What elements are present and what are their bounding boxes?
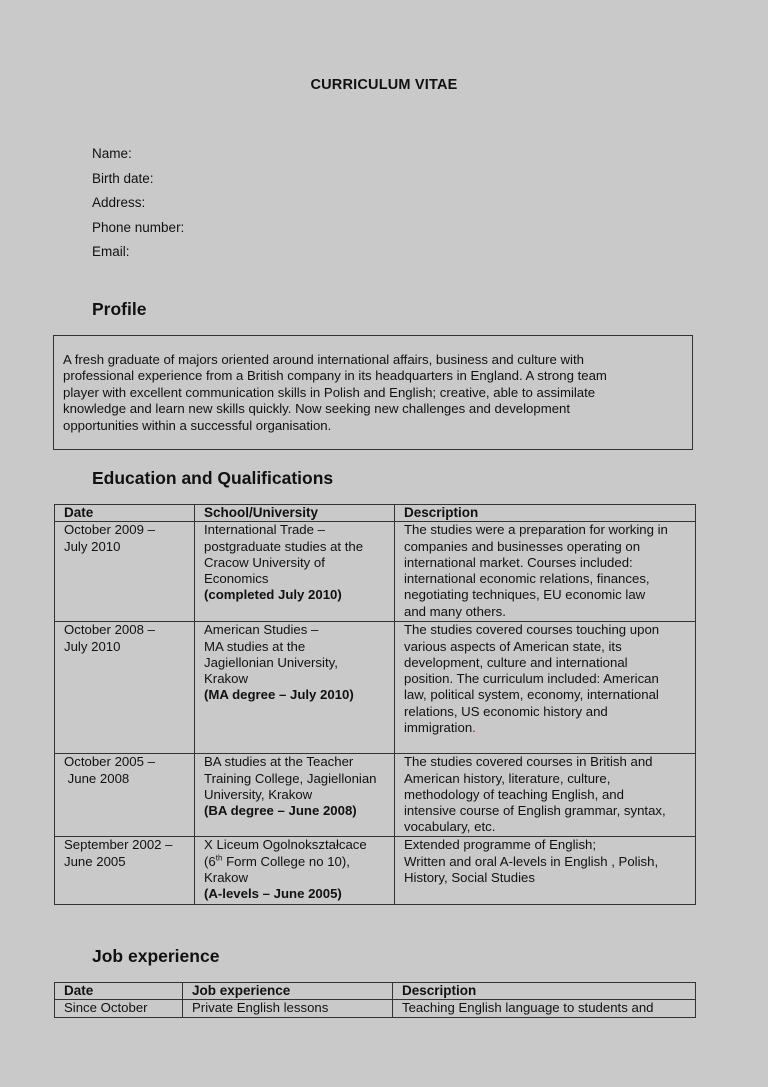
- date-line: October 2005 –: [64, 754, 155, 770]
- school-result: (completed July 2010): [204, 587, 342, 603]
- school-line: Economics: [204, 571, 269, 587]
- description-line: The studies were a preparation for working in: [404, 522, 668, 538]
- table-row: [55, 754, 696, 837]
- profile-line: knowledge and learn new skills quickly. Now seeking new challenges and development: [63, 401, 571, 417]
- date-line: July 2010: [64, 538, 121, 554]
- school-line: Krakow: [204, 671, 248, 687]
- school-line: International Trade –: [204, 522, 325, 538]
- profile-box: [53, 335, 693, 450]
- address-label: Address:: [92, 195, 146, 210]
- date-line: October 2008 –: [64, 622, 155, 638]
- profile-line: professional experience from a British company in its headquarters in England. A strong team: [63, 368, 607, 384]
- description-line: intensive course of English grammar, syntax,: [404, 803, 666, 819]
- school-line: Jagiellonian University,: [204, 654, 338, 670]
- description-line: Extended programme of English;: [404, 837, 597, 853]
- description-line: international market. Courses included:: [404, 554, 633, 570]
- table-row: [55, 522, 696, 622]
- profile-heading: Profile: [92, 299, 147, 319]
- date-cell: Since October: [55, 1000, 183, 1017]
- table-header-row: [55, 983, 696, 1000]
- description-line: The studies covered courses touching upon: [404, 622, 660, 638]
- description-cell: [395, 622, 696, 754]
- description-line: American history, literature, culture,: [404, 770, 611, 786]
- description-line: History, Social Studies: [404, 869, 535, 885]
- description-line: position. The curriculum included: American: [404, 671, 659, 687]
- name-label: Name:: [92, 146, 132, 161]
- date-cell: [55, 754, 195, 837]
- school-text: Form College no 10),: [222, 853, 350, 869]
- column-header: School/University: [195, 505, 395, 522]
- school-line: [204, 854, 394, 870]
- date-line: July 2010: [64, 638, 121, 654]
- description-line: international economic relations, finances,: [404, 571, 650, 587]
- school-line: Training College, Jagiellonian: [204, 770, 377, 786]
- school-text: (6: [204, 853, 216, 869]
- school-result: (A-levels – June 2005): [204, 886, 342, 902]
- column-header: Description: [395, 505, 696, 522]
- description-cell: [395, 522, 696, 622]
- school-cell: [195, 622, 395, 754]
- column-header: Description: [393, 983, 696, 1000]
- job-table: [54, 982, 696, 1018]
- description-line: vocabulary, etc.: [404, 819, 496, 835]
- description-line: methodology of teaching English, and: [404, 786, 624, 802]
- description-line: and many others.: [404, 603, 506, 619]
- column-header: Job experience: [183, 983, 393, 1000]
- table-header-row: [55, 505, 696, 522]
- column-header: Date: [55, 505, 195, 522]
- red-period: .: [472, 720, 476, 736]
- email-label: Email:: [92, 244, 130, 259]
- superscript: th: [215, 853, 223, 863]
- table-row: [55, 837, 696, 905]
- school-line: Cracow University of: [204, 554, 325, 570]
- description-line: law, political system, economy, international: [404, 687, 659, 703]
- personal-details: [92, 145, 184, 268]
- table-row: [55, 622, 696, 754]
- description-line: companies and businesses operating on: [404, 538, 641, 554]
- description-line: relations, US economic history and: [404, 703, 608, 719]
- table-row: [55, 1000, 696, 1017]
- description-text: immigration: [404, 720, 473, 736]
- school-line: University, Krakow: [204, 786, 313, 802]
- school-line: American Studies –: [204, 622, 319, 638]
- school-cell: [195, 522, 395, 622]
- job-heading: Job experience: [92, 946, 220, 966]
- school-line: X Liceum Ogolnokształcace: [204, 837, 367, 853]
- education-heading: Education and Qualifications: [92, 468, 334, 488]
- description-line: negotiating techniques, EU economic law: [404, 587, 646, 603]
- job-cell: Private English lessons: [183, 1000, 393, 1017]
- document-title: CURRICULUM VITAE: [310, 77, 458, 93]
- phone-label: Phone number:: [92, 219, 185, 235]
- column-header: Date: [55, 983, 183, 1000]
- description-line: Written and oral A-levels in English , Polish,: [404, 853, 659, 869]
- description-line: [404, 720, 695, 736]
- date-cell: [55, 622, 195, 754]
- school-line: MA studies at the: [204, 638, 306, 654]
- description-line: various aspects of American state, its: [404, 638, 622, 654]
- date-line: June 2005: [64, 853, 126, 869]
- school-cell: [195, 754, 395, 837]
- school-result: (BA degree – June 2008): [204, 803, 357, 819]
- profile-line: opportunities within a successful organisation.: [63, 417, 332, 433]
- profile-line: A fresh graduate of majors oriented around international affairs, business and culture with: [63, 352, 584, 367]
- date-cell: [55, 522, 195, 622]
- birth-date-label: Birth date:: [92, 170, 154, 186]
- description-cell: [395, 837, 696, 905]
- school-line: BA studies at the Teacher: [204, 754, 354, 770]
- date-line: October 2009 –: [64, 522, 155, 538]
- school-line: postgraduate studies at the: [204, 538, 364, 554]
- profile-line: player with excellent communication skills in Polish and English; creative, able to assimilate: [63, 384, 596, 400]
- education-table: [54, 504, 696, 905]
- description-cell: [395, 754, 696, 837]
- description-line: The studies covered courses in British and: [404, 754, 653, 770]
- school-cell: [195, 837, 395, 905]
- date-cell: [55, 837, 195, 905]
- school-result: (MA degree – July 2010): [204, 687, 354, 703]
- date-line: June 2008: [64, 770, 130, 786]
- description-line: development, culture and international: [404, 654, 628, 670]
- description-cell: Teaching English language to students and: [393, 1000, 696, 1017]
- date-line: September 2002 –: [64, 837, 173, 853]
- school-line: Krakow: [204, 869, 248, 885]
